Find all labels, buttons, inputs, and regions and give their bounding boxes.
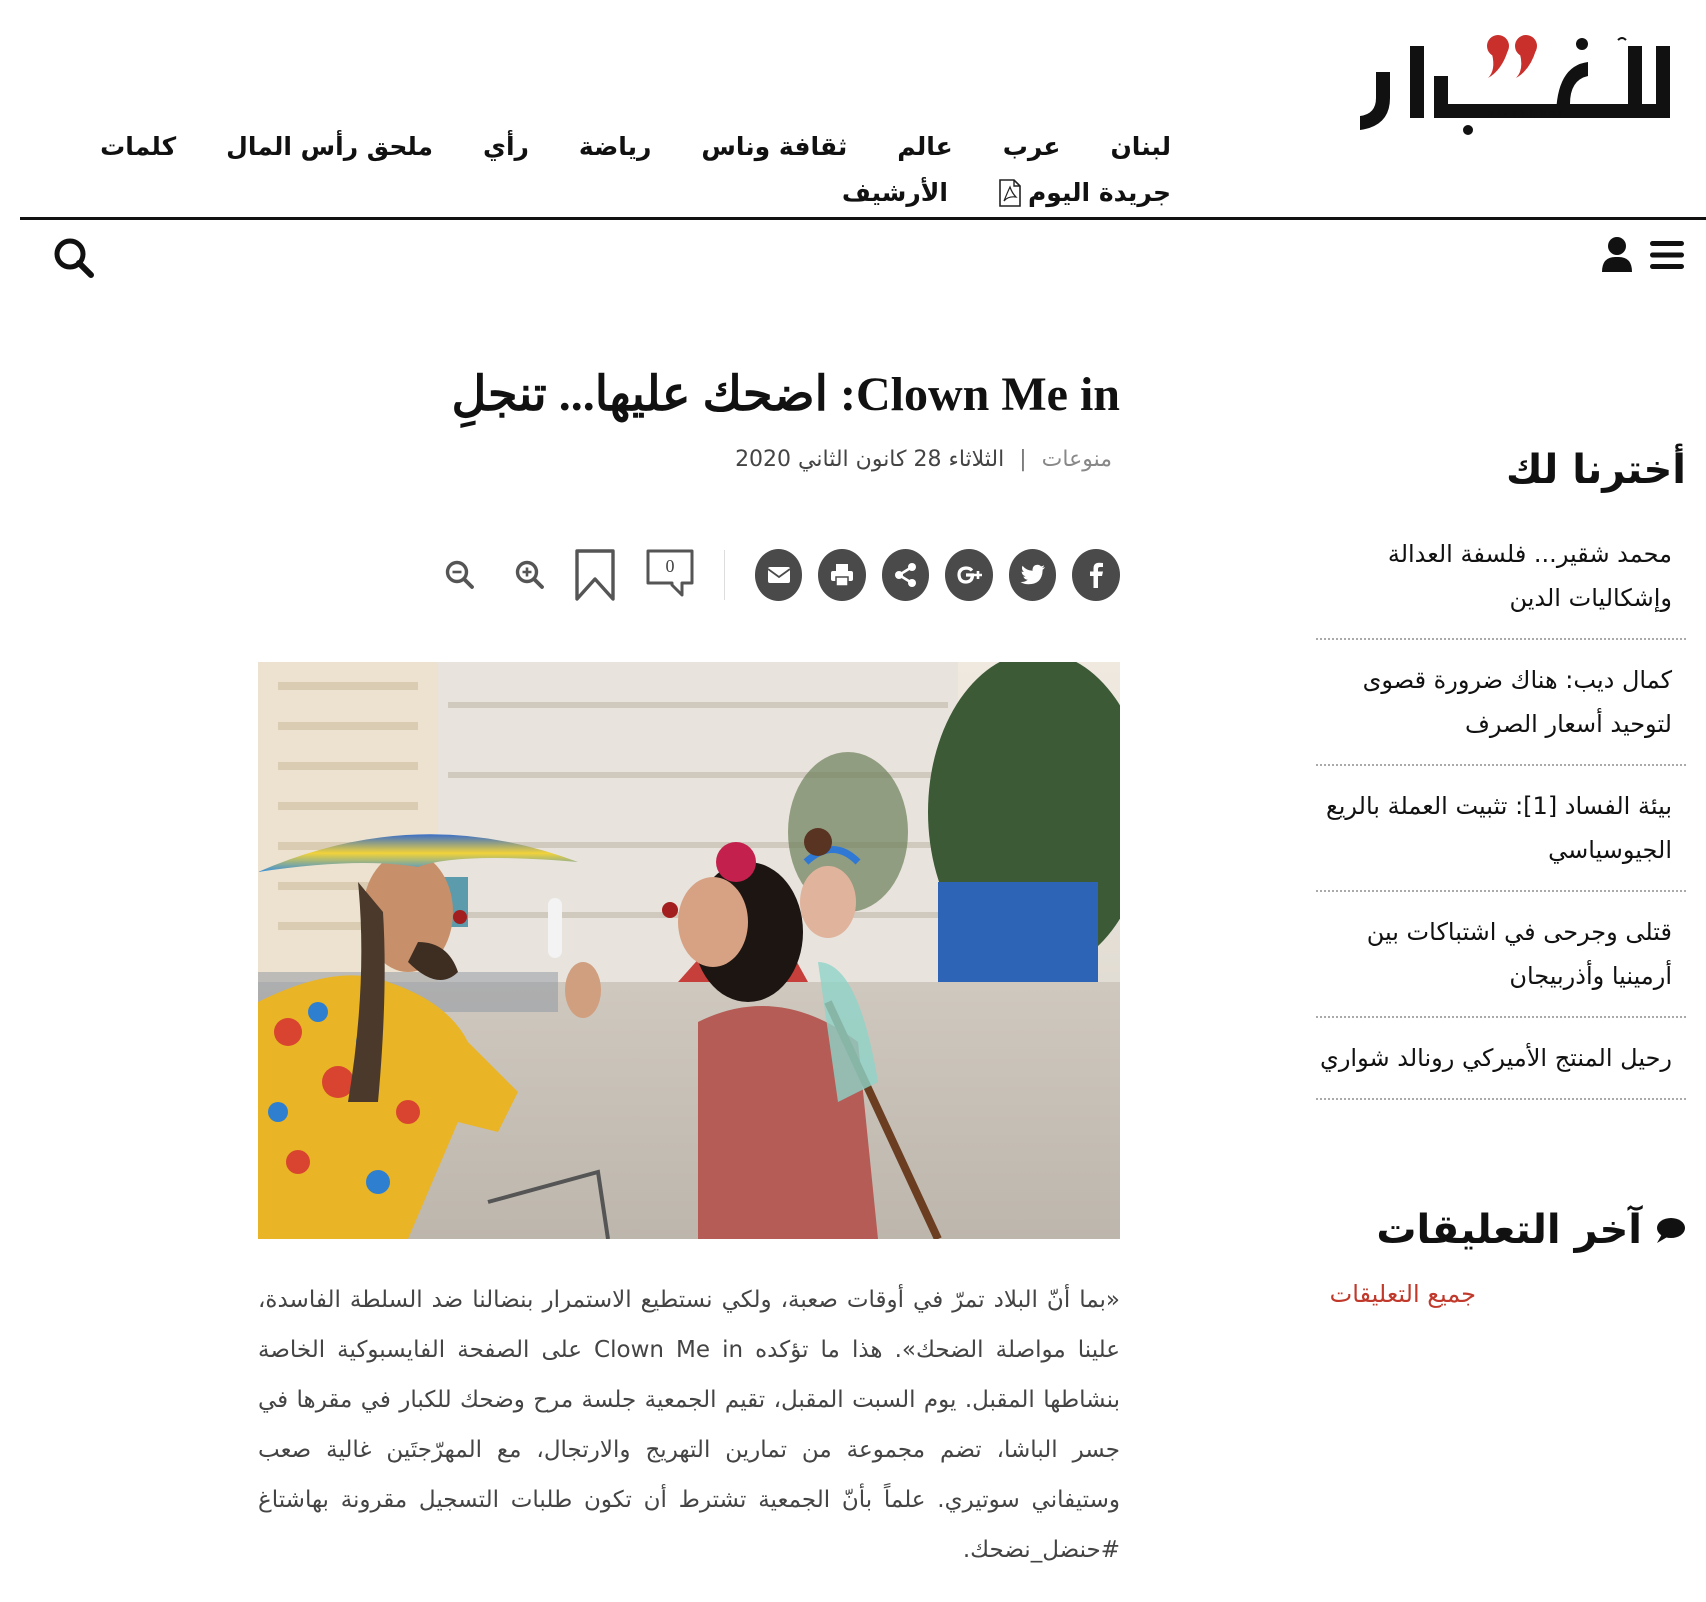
photo-illustration: [258, 662, 1120, 1239]
print-button[interactable]: [818, 549, 866, 601]
nav-item-sports[interactable]: رياضة: [578, 132, 652, 161]
comment-count: 0: [665, 556, 675, 576]
print-icon: [827, 560, 857, 590]
nav-divider: [20, 217, 1706, 220]
pdf-icon: [998, 179, 1022, 207]
article: [258, 355, 1120, 1563]
speech-bubble-icon: [1654, 1216, 1686, 1244]
nav-item-capital-supplement[interactable]: ملحق رأس المال: [226, 132, 434, 161]
hamburger-icon[interactable]: [1648, 238, 1686, 272]
share-button[interactable]: [882, 549, 930, 601]
zoom-out-icon: [444, 559, 476, 591]
nav-item-label: جريدة اليوم: [1027, 178, 1171, 207]
share-icon: [891, 560, 921, 590]
zoom-in-icon: [514, 559, 546, 591]
share-twitter-button[interactable]: [1009, 549, 1057, 601]
article-title: Clown Me in: اضحك عليها... تنجلِ: [451, 368, 1120, 421]
comments-button[interactable]: [644, 547, 696, 603]
share-google-plus-button[interactable]: [945, 549, 993, 601]
site-logo[interactable]: [1356, 26, 1686, 136]
editors-pick-item[interactable]: بيئة الفساد [1]: تثبيت العملة بالريع الجيوسياسي: [1316, 780, 1686, 892]
twitter-icon: [1018, 560, 1048, 590]
article-photo: [258, 662, 1120, 1239]
article-category[interactable]: منوعات: [1041, 447, 1112, 472]
svg-text:al-akhbar: al-akhbar: [1488, 109, 1567, 119]
email-icon: [764, 560, 794, 590]
nav-item-todays-paper[interactable]: [998, 176, 1171, 210]
editors-pick-item[interactable]: كمال ديب: هناك ضرورة قصوى لتوحيد أسعار الصرف: [1316, 654, 1686, 766]
latest-comments-heading: [1316, 1200, 1686, 1260]
article-toolbar: [418, 545, 1120, 605]
article-meta: [258, 447, 1120, 472]
toolbar-separator: [724, 550, 725, 600]
main-nav: [20, 130, 1171, 210]
article-date: الثلاثاء 28 كانون الثاني 2020: [735, 447, 1005, 472]
article-body: «بما أنّ البلاد تمرّ في أوقات صعبة، ولكي نستطيع الاستمرار بنضالنا ضد السلطة الفاسدة، علينا مواصلة الضحك». هذا ما تؤكده Clown Me in على الصفحة الفايسبوكية الخاصة بنشاطها المقبل. يوم السبت المقبل، تقيم الجمعية جلسة مرح وضحك للكبار في مقرها في جسر الباشا، تضم مجموعة من تمارين التهريج والارتجال، مع المهرّجتَين غالية صعب وستيفاني سوتيري. علماً بأنّ الجمعية تشترط أن تكون طلبات التسجيل مقرونة بهاشتاغ #حنضل_نضحك.: [258, 1287, 1120, 1563]
nav-item-words[interactable]: كلمات: [100, 132, 177, 161]
user-icon[interactable]: [1600, 236, 1634, 274]
nav-item-culture[interactable]: ثقافة وناس: [701, 132, 848, 161]
zoom-out-button[interactable]: [444, 559, 476, 591]
all-comments-link[interactable]: جميع التعليقات: [1329, 1280, 1476, 1308]
nav-item-lebanon[interactable]: لبنان: [1110, 132, 1171, 161]
facebook-icon: [1081, 560, 1111, 590]
meta-separator: |: [1019, 447, 1027, 472]
share-facebook-button[interactable]: [1072, 549, 1120, 601]
zoom-in-button[interactable]: [514, 559, 546, 591]
google-plus-icon: [954, 560, 984, 590]
nav-item-archive[interactable]: الأرشيف: [841, 178, 948, 207]
latest-comments-title: آخر التعليقات: [1376, 1207, 1642, 1253]
email-button[interactable]: [755, 549, 803, 601]
nav-item-arab[interactable]: عرب: [1002, 132, 1061, 161]
nav-item-world[interactable]: عالم: [897, 132, 953, 161]
logo-graphic: [1356, 26, 1686, 136]
sidebar: [1316, 440, 1686, 1308]
search-icon[interactable]: [52, 236, 96, 280]
nav-item-opinion[interactable]: رأي: [483, 132, 529, 161]
editors-pick-item[interactable]: رحيل المنتج الأميركي رونالد شواري: [1316, 1032, 1686, 1100]
editors-picks-title: أخترنا لك: [1506, 447, 1686, 493]
bookmark-button[interactable]: [572, 547, 618, 603]
bookmark-icon: [572, 547, 618, 603]
editors-pick-item[interactable]: محمد شقير... فلسفة العدالة وإشكاليات الدين: [1316, 528, 1686, 640]
editors-pick-item[interactable]: قتلى وجرحى في اشتباكات بين أرمينيا وأذربيجان: [1316, 906, 1686, 1018]
